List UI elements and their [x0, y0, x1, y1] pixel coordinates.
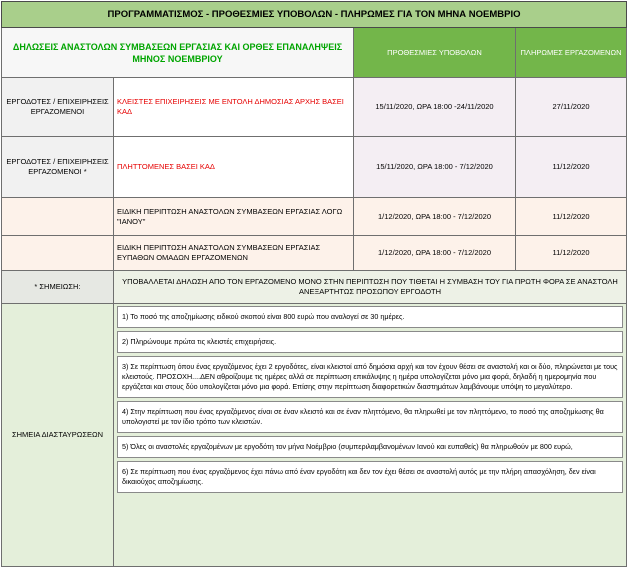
remark-item: 2) Πληρώνουμε πρώτα τις κλειστές επιχειρήσεις. — [117, 331, 623, 353]
remarks-row — [2, 304, 627, 567]
row-description: ΕΙΔΙΚΗ ΠΕΡΙΠΤΩΣΗ ΑΝΑΣΤΟΛΩΝ ΣΥΜΒΑΣΕΩΝ ΕΡΓΑΣΙΑΣ ΛΟΓΩ "ΙΑΝΟΥ" — [114, 198, 354, 236]
note-text: ΥΠΟΒΑΛΛΕΤΑΙ ΔΗΛΩΣΗ ΑΠΟ ΤΟΝ ΕΡΓΑΖΟΜΕΝΟ ΜΟΝΟ ΣΤΗΝ ΠΕΡΙΠΤΩΣΗ ΠΟΥ ΤΙΘΕΤΑΙ Η ΣΥΜΒΑΣΗ ΤΟΥ ΓΙΑ ΠΡΩΤΗ ΦΟΡΑ ΣΕ ΑΝΑΣΤΟΛΗ ΑΝΕΞΑΡΤΗΤΩΣ ΠΡΟΣΩΠΟΥ ΕΡΓΟΔΟΤΗ — [114, 271, 627, 304]
header-deadlines: ΠΡΟΘΕΣΜΙΕΣ ΥΠΟΒΟΛΩΝ — [354, 28, 516, 78]
header-declarations: ΔΗΛΩΣΕΙΣ ΑΝΑΣΤΟΛΩΝ ΣΥΜΒΑΣΕΩΝ ΕΡΓΑΣΙΑΣ ΚΑΙ ΟΡΘΕΣ ΕΠΑΝΑΛΗΨΕΙΣ ΜΗΝΟΣ ΝΟΕΜΒΡΙΟΥ — [2, 28, 354, 78]
remark-item: 3) Σε περίπτωση όπου ένας εργαζόμενος έχει 2 εργοδότες, είναι κλειστοί από δημόσια αρχή και τον έχουν θέσει σε αναστολή και οι δύο, πληρώνεται με τους κλειστούς. ΠΡΟΣΟΧΗ....ΔΕΝ αθροίζουμε τις ημέρες αλλά σε περίπτωση επικάλυψης η ημέρα υπολογίζεται μόνο μια φορά, δηλαδή η ημερομηνία που εργάζεται και στους δύο υπολογίζεται μόνο μια φορά. Επίσης στην περίπτωση διαφορετικών διαστημάτων λαμβάνουμε υπόψη το μεγαλύτερο. — [117, 356, 623, 398]
row-description: ΚΛΕΙΣΤΕΣ ΕΠΙΧΕΙΡΗΣΕΙΣ ΜΕ ΕΝΤΟΛΗ ΔΗΜΟΣΙΑΣ ΑΡΧΗΣ ΒΑΣΕΙ ΚΑΔ — [114, 78, 354, 137]
row-description: ΠΛΗΤΤΟΜΕΝΕΣ ΒΑΣΕΙ ΚΑΔ — [114, 137, 354, 198]
row-payment: 11/12/2020 — [516, 236, 627, 271]
remark-item: 6) Σε περίπτωση που ένας εργαζόμενος έχει πάνω από έναν εργοδότη και δεν τον έχει θέσει σε αναστολή αυτός με την πλήρη απασχόληση, δεν είναι δικαιούχος αποζημίωσης. — [117, 461, 623, 493]
remark-item: 4) Στην περίπτωση που ένας εργαζόμενος είναι σε έναν κλειστό και σε έναν πληττόμενο, θα πληρωθεί με τον πληττόμενο, το ποσό της αποζημίωσης θα υπολογιστεί με τον ίδιο τρόπο των κλειστών. — [117, 401, 623, 433]
table-row — [2, 78, 627, 137]
row-who-empty — [2, 236, 114, 271]
page-title: ΠΡΟΓΡΑΜΜΑΤΙΣΜΟΣ - ΠΡΟΘΕΣΜΙΕΣ ΥΠΟΒΟΛΩΝ - ΠΛΗΡΩΜΕΣ ΓΙΑ ΤΟΝ ΜΗΝΑ ΝΟΕΜΒΡΙΟ — [2, 2, 627, 28]
row-deadline: 15/11/2020, ΩΡΑ 18:00 - 7/12/2020 — [354, 137, 516, 198]
row-description: ΕΙΔΙΚΗ ΠΕΡΙΠΤΩΣΗ ΑΝΑΣΤΟΛΩΝ ΣΥΜΒΑΣΕΩΝ ΕΡΓΑΣΙΑΣ ΕΥΠΑΘΩΝ ΟΜΑΔΩΝ ΕΡΓΑΖΟΜΕΝΩΝ — [114, 236, 354, 271]
note-row — [2, 271, 627, 304]
remarks-list — [114, 304, 627, 567]
row-who: ΕΡΓΟΔΟΤΕΣ / ΕΠΙΧΕΙΡΗΣΕΙΣ ΕΡΓΑΖΟΜΕΝΟΙ — [2, 78, 114, 137]
remark-item: 5) Όλες οι αναστολές εργαζομένων με εργοδότη τον μήνα Νοέμβριο (συμπεριλαμβανομένων Ιανού και ευπαθείς) θα πληρωθούν με 800 ευρώ, — [117, 436, 623, 458]
remark-item: 1) Το ποσό της αποζημίωσης ειδικού σκοπού είναι 800 ευρώ που αναλογεί σε 30 ημέρες. — [117, 306, 623, 328]
row-payment: 27/11/2020 — [516, 78, 627, 137]
schedule-table — [1, 1, 627, 567]
row-deadline: 1/12/2020, ΩΡΑ 18:00 - 7/12/2020 — [354, 236, 516, 271]
row-who: ΕΡΓΟΔΟΤΕΣ / ΕΠΙΧΕΙΡΗΣΕΙΣ ΕΡΓΑΖΟΜΕΝΟΙ * — [2, 137, 114, 198]
note-label: * ΣΗΜΕΙΩΣΗ: — [2, 271, 114, 304]
row-deadline: 15/11/2020, ΩΡΑ 18:00 -24/11/2020 — [354, 78, 516, 137]
row-payment: 11/12/2020 — [516, 198, 627, 236]
remarks-label: ΣΗΜΕΙΑ ΔΙΑΣΤΑΥΡΩΣΕΩΝ — [2, 304, 114, 567]
table-row — [2, 137, 627, 198]
row-deadline: 1/12/2020, ΩΡΑ 18:00 - 7/12/2020 — [354, 198, 516, 236]
table-row — [2, 236, 627, 271]
row-who-empty — [2, 198, 114, 236]
row-payment: 11/12/2020 — [516, 137, 627, 198]
table-row — [2, 198, 627, 236]
header-payments: ΠΛΗΡΩΜΕΣ ΕΡΓΑΖΟΜΕΝΩΝ — [516, 28, 627, 78]
